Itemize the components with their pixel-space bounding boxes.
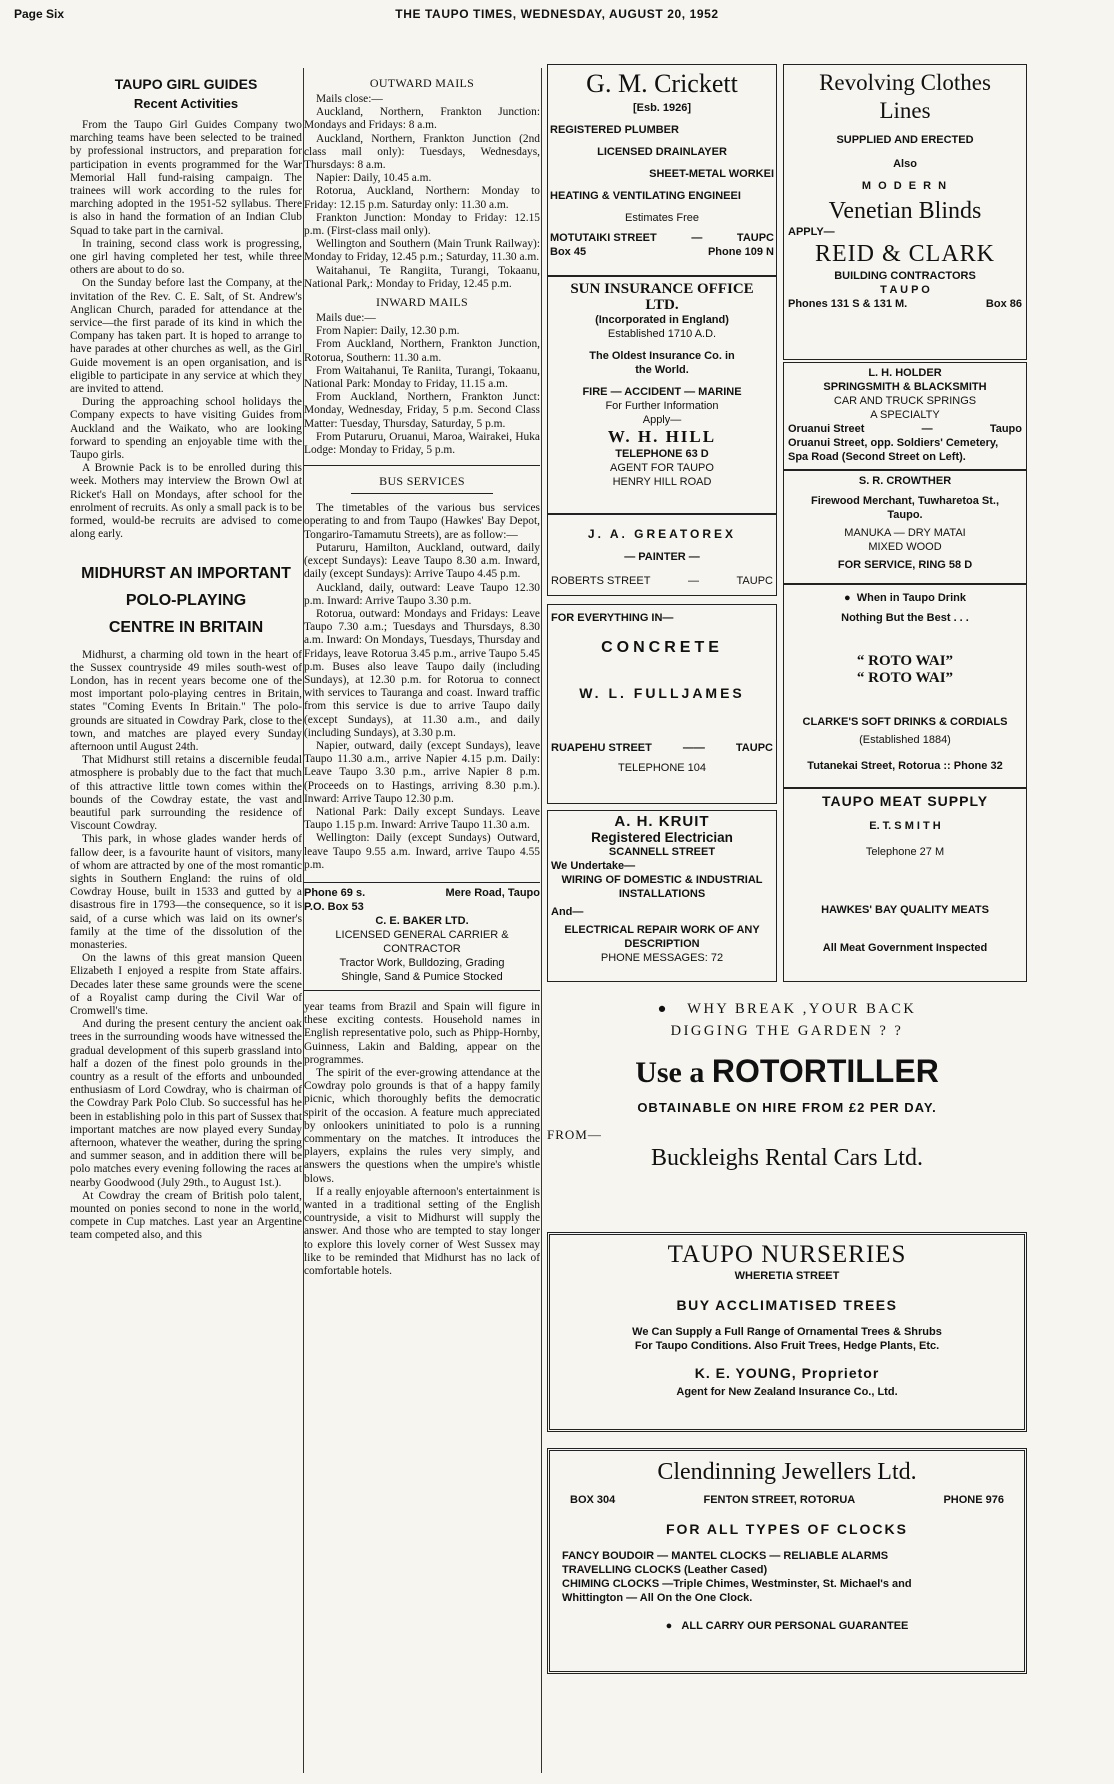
kruit-line: INSTALLATIONS	[618, 888, 706, 900]
greatorex-street: ROBERTS STREET	[551, 575, 651, 587]
baker-name: C. E. BAKER LTD.	[375, 914, 469, 927]
clarke-name: CLARKE'S SOFT DRINKS & CORDIALS	[802, 716, 1008, 728]
bus-services-heading: BUS SERVICES	[379, 474, 465, 489]
nurseries-line: We Can Supply a Full Range of Ornamental Trees & Shrubs	[632, 1326, 942, 1338]
crickett-dash: —	[691, 232, 703, 244]
mail-paragraph: From Napier: Daily, 12.30 p.m.	[316, 325, 460, 338]
greatorex-address	[551, 574, 773, 588]
clendinning-line: TRAVELLING CLOCKS (Leather Cased)	[562, 1564, 768, 1576]
sun-line: HENRY HILL ROAD	[612, 476, 712, 488]
crickett-street: MOTUTAIKI STREET	[550, 232, 657, 244]
mail-paragraph: Wellington and Southern (Main Trunk Railway): Monday to Friday, 12.45 p.m.; Saturday, 11.30 a.m.	[304, 238, 540, 264]
fulljames-street: RUAPEHU STREET	[551, 742, 652, 754]
crowther-ad	[783, 470, 1027, 584]
clendinning-phone: PHONE 976	[943, 1494, 1004, 1506]
crowther-line: MIXED WOOD	[868, 541, 942, 553]
baker-phone: Phone 69 s.	[304, 886, 366, 899]
nurseries-agent: Agent for New Zealand Insurance Co., Ltd.	[676, 1386, 898, 1398]
meat-line: HAWKES' BAY QUALITY MEATS	[821, 904, 989, 916]
crickett-phone: Phone 109 N	[707, 246, 774, 258]
kruit-line: DESCRIPTION	[624, 938, 700, 950]
greatorex-ad	[547, 514, 777, 596]
article-paragraph: From the Taupo Girl Guides Company two marching teams have been selected to be trained by professional instructors, and preparation for participation in events programmed for the War Memorial Hall fund-raising campaign. The trainees will work according to the rules for marching adopted in the 1951-52 syllabus. There is also in hand the formation of an Indian Club Squad to take part in the carnival.	[70, 119, 302, 237]
fulljames-address	[551, 741, 773, 755]
baker-line: LICENSED GENERAL CARRIER &	[335, 928, 509, 941]
kruit-ad	[547, 810, 777, 982]
kruit-name: A. H. KRUIT	[614, 813, 710, 830]
article-paragraph: The spirit of the ever-growing attendance at the Cowdray polo grounds is that of a happy family picnic, which thoroughly befits the democratic spirit of the occasion. A feature much appreciated by onlookers uninitiated to polo is a running commentary on the matches. It introduces the players, explains the rules very simply, and answers the questions when the umpire's whistle blows.	[304, 1066, 540, 1185]
fulljames-ad	[547, 604, 777, 804]
mail-paragraph: Mails close:—	[316, 93, 383, 105]
revolving-line: BUILDING CONTRACTORS	[834, 270, 976, 282]
holder-town: Taupo	[989, 423, 1022, 435]
roto-wai-text: When in Taupo Drink	[856, 592, 966, 604]
holder-line: A SPECIALTY	[870, 409, 940, 421]
divider	[351, 493, 493, 494]
crowther-line: MANUKA — DRY MATAI	[844, 527, 966, 539]
article-paragraph: At Cowdray the cream of British polo talent, mounted on ponies second to none in the world, compete in Cup matches. Last year an Argentine team competed also, and this	[70, 1189, 302, 1242]
roto-wai-ad	[783, 584, 1027, 788]
rotortiller-ad	[547, 998, 1027, 1220]
outward-mails-heading: OUTWARD MAILS	[369, 76, 475, 90]
sun-established: Established 1710 A.D.	[607, 328, 717, 340]
headline-line: MIDHURST AN IMPORTANT	[81, 564, 291, 582]
bus-paragraph: Putaruru, Hamilton, Auckland, outward, daily (except Sundays): Leave Taupo 8.30 a.m. Inward, daily (except Sundays): Arrive Taupo 4.45 p.m.	[304, 541, 540, 581]
nurseries-line: For Taupo Conditions. Also Fruit Trees, Hedge Plants, Etc.	[634, 1340, 940, 1352]
clendinning-guarantee: ALL CARRY OUR PERSONAL GUARANTEE	[681, 1620, 909, 1632]
sun-title: LTD.	[645, 297, 679, 313]
holder-line: CAR AND TRUCK SPRINGS	[833, 395, 977, 407]
crickett-line: Estimates Free	[625, 212, 699, 224]
clendinning-line: Whittington — All On the One Clock.	[562, 1592, 753, 1604]
revolving-line: Also	[893, 158, 917, 170]
baker-line: CONTRACTOR	[383, 942, 461, 955]
meat-line: All Meat Government Inspected	[822, 942, 988, 954]
kruit-line: We Undertake—	[551, 860, 636, 872]
kruit-line: WIRING OF DOMESTIC & INDUSTRIAL	[561, 874, 763, 886]
article-paragraph: year teams from Brazil and Spain will figure in these exciting contests. Household names in English representative polo, such as Phipp-Hornby, Guinness, Lakin and Balding, appear on the programmes.	[304, 1000, 540, 1066]
revolving-title: Revolving Clothes	[819, 70, 991, 95]
nurseries-ad	[547, 1232, 1027, 1432]
article-paragraph: On the Sunday before last the Company, at the invitation of the Rev. C. E. Salt, of St. Andrew's Anglican Church, paraded for attendance at the service—the first parade of its kind in which the Company has taken part. It is hoped to arrange to have parades at other churches as well, as the Girl Guide movement is an open organisation, and is eligible to participate in any service at which they are invited to attend.	[70, 277, 302, 396]
rotortiller-hire: OBTAINABLE ON HIRE FROM £2 PER DAY.	[637, 1100, 937, 1115]
meat-title: TAUPO MEAT SUPPLY	[821, 793, 989, 809]
crickett-est: [Esb. 1926]	[632, 102, 692, 114]
bus-paragraph: Auckland, daily, outward: Leave Taupo 12.30 p.m. Inward: Arrive Taupo 3.30 p.m.	[304, 581, 540, 607]
crickett-contact	[550, 245, 774, 259]
sun-line: The Oldest Insurance Co. in	[589, 350, 735, 362]
holder-name: L. H. HOLDER	[868, 367, 942, 379]
guides-subheading: Recent Activities	[133, 96, 239, 111]
kruit-line: And—	[551, 906, 584, 918]
roto-wai-brand: “ ROTO WAI”	[856, 653, 954, 669]
baker-line: Shingle, Sand & Pumice Stocked	[341, 970, 503, 983]
rotortiller-headline	[547, 1052, 1027, 1092]
clendinning-ad	[547, 1448, 1027, 1674]
meat-telephone: Telephone 27 M	[865, 846, 945, 858]
bus-paragraph: Rotorua, outward: Mondays and Fridays: Leave Taupo 7.30 a.m.; Tuesdays and Thursdays, 8.30 a.m. Inward: On Mondays, Tuesdays, Thursday and Fridays, leave Rotorua 3.45 p.m., arrive Taupo 5.45 p.m. Buses also leave Taupo daily (including Sundays), at 12.30 p.m. for Rotorua to connect with services to Tauranga and coast. Inward traffic from this service is due to arrive Taupo daily (except Sundays), at 11.30 a.m., and daily (including Sundays), at 3.30 p.m.	[304, 607, 540, 739]
article-paragraph: This park, in whose glades wander herds of fallow deer, is a favourite haunt of visitors, many of whom are attracted by one of the most romantic sights in Southern England: the ruins of old Cowdray House, built in 1533 and gutted by a disastrous fire in 1793—the consequence, so it is said, of a curse which was laid on its owner's family at the time of the dissolution of the monasteries.	[70, 833, 302, 951]
roto-wai-line	[788, 591, 1022, 605]
holder-line: SPRINGSMITH & BLACKSMITH	[823, 381, 987, 393]
clendinning-for: FOR ALL TYPES OF CLOCKS	[665, 1521, 908, 1537]
article-paragraph: And during the present century the ancient oak trees in the surrounding woods have witnessed the gradual development of this superb grassland into half a dozen of the finest polo grounds in the country as a result of the efforts and unbounded enthusiasm of Lord Cowdray, who is chairman of the Cowdray Park Polo Club. So successful has he been in establishing polo in this part of Sussex that important matches are now played every Sunday afternoon, whatever the weather, during the spring and summer season, and in addition there will be polo matches every evening following the races at nearby Goodwood (July 29th., to August 1st.).	[70, 1018, 302, 1189]
meat-supply-ad	[783, 788, 1027, 982]
bullet-icon: ●	[844, 592, 857, 604]
clendinning-box: BOX 304	[570, 1494, 616, 1506]
mail-paragraph: From Auckland, Northern, Frankton Junction, Rotorua, Southern: 11.30 a.m.	[304, 338, 540, 364]
clendinning-street: FENTON STREET, ROTORUA	[703, 1494, 856, 1506]
mail-paragraph: Rotorua, Auckland, Northern: Monday to Friday: 12.15 p.m. Saturday only: 11.30 a.m.	[304, 185, 540, 211]
buckleighs-name: Buckleighs Rental Cars Ltd.	[651, 1145, 923, 1171]
baker-pobox: P.O. Box 53	[304, 900, 364, 913]
kruit-phone: PHONE MESSAGES: 72	[600, 952, 724, 964]
holder-line: Oruanui Street, opp. Soldiers' Cemetery,	[788, 437, 999, 449]
crowther-line: Firewood Merchant, Tuwharetoa St.,	[810, 495, 1000, 507]
revolving-title: Lines	[879, 98, 931, 123]
crickett-line: SHEET-METAL WORKEI	[649, 168, 774, 180]
fulljames-concrete: CONCRETE	[601, 639, 723, 656]
kruit-street: SCANNELL STREET	[608, 846, 716, 858]
bus-paragraph: The timetables of the various bus services operating to and from Taupo (Hawkes' Bay Depot, Tongariro-Tamamutu Streets), are as follow:—	[304, 502, 540, 541]
rotortiller-brand: ROTORTILLER	[711, 1053, 939, 1089]
holder-street: Oruanui Street	[788, 423, 865, 435]
divider	[304, 465, 540, 466]
sun-lines: FIRE — ACCIDENT — MARINE	[582, 386, 742, 398]
greatorex-town: TAUPC	[736, 575, 773, 587]
crickett-line: LICENSED DRAINLAYER	[597, 146, 727, 158]
rotortiller-line: DIGGING THE GARDEN ? ?	[670, 1023, 904, 1039]
article-paragraph: During the approaching school holidays the Company expects to have visiting Guides from Auckland and the Waikato, who are looking forward to spending an enjoyable time with the Taupo girls.	[70, 396, 302, 462]
clendinning-guarantee-row	[562, 1619, 1012, 1633]
page-header	[0, 0, 1114, 28]
mail-paragraph: From Putaruru, Oruanui, Maroa, Wairakei, Huka Lodge: Monday to Friday, 5 p.m.	[304, 430, 540, 457]
bullet-icon: ●	[657, 1001, 688, 1017]
meat-name: E. T. S M I T H	[869, 820, 941, 832]
reid-clark-name: REID & CLARK	[815, 241, 995, 267]
reid-clark-box: Box 86	[985, 298, 1022, 310]
rotortiller-from: FROM—	[547, 1127, 602, 1142]
mail-paragraph: Mails due:—	[316, 312, 376, 325]
article-paragraph: A Brownie Pack is to be enrolled during this week. Mothers may interview the Brown Owl at Ricket's Hall on Mondays, after school for the enrolment of recruits. As only a small pack is to be formed, would-be recruits are advised to come along early.	[70, 462, 302, 541]
mail-paragraph: From Waitahanui, Te Raniita, Turangi, Tokaanu, National Park: Monday to Friday, 11.15 a.m.	[304, 364, 540, 391]
greatorex-trade: — PAINTER —	[624, 551, 700, 563]
midhurst-headline	[70, 560, 302, 641]
revolving-line: T A U P O	[880, 284, 930, 296]
kruit-line: ELECTRICAL REPAIR WORK OF ANY	[564, 924, 760, 936]
mail-paragraph: Frankton Junction: Monday to Friday: 12.15 p.m. (First-class mail only).	[304, 211, 540, 238]
crowther-line: Taupo.	[887, 509, 923, 521]
rotortiller-use: Use a	[635, 1056, 712, 1089]
fulljames-dash: ——	[682, 742, 705, 754]
revolving-line: APPLY—	[788, 226, 835, 238]
mail-paragraph: Napier: Daily, 10.45 a.m.	[316, 172, 432, 185]
nurseries-name: TAUPO NURSERIES	[667, 1241, 907, 1268]
clendinning-name: Clendinning Jewellers Ltd.	[657, 1459, 917, 1485]
kruit-title: Registered Electrician	[591, 830, 733, 845]
sun-line: For Further Information	[605, 400, 719, 412]
crowther-line: FOR SERVICE, RING 58 D	[837, 559, 973, 571]
greatorex-dash: —	[687, 575, 699, 587]
clendinning-line: CHIMING CLOCKS —Triple Chimes, Westminster, St. Michael's and	[562, 1578, 912, 1590]
bus-paragraph: Wellington: Daily (except Sundays) Outward, leave Taupo 9.55 a.m. Inward, arrive Taupo 4.55 p.m.	[304, 832, 540, 871]
fulljames-for: FOR EVERYTHING IN—	[551, 612, 674, 624]
baker-road: Mere Road, Taupo	[445, 886, 540, 899]
rotortiller-why: WHY BREAK ,YOUR BACK	[687, 1001, 917, 1017]
crickett-ad	[547, 64, 777, 276]
sun-insurance-ad	[547, 276, 777, 514]
column-2	[304, 72, 540, 1772]
bus-paragraph: Napier, outward, daily (except Sundays), leave Taupo 11.30 a.m., arrive Napier 4.15 p.m. Daily: Leave Taupo 3.30 p.m., arrive Napier 8 p.m. (Proceeds on to Hastings, arriving 8.30 p.m.). Inward: Arrive Taupo 12.30 p.m.	[304, 739, 540, 805]
bullet-icon: ●	[665, 1620, 682, 1632]
sun-agent-name: W. H. HILL	[607, 427, 717, 446]
reid-clark-phones: Phones 131 S & 131 M.	[788, 298, 908, 310]
greatorex-name: J. A. GREATOREX	[587, 527, 737, 541]
crickett-box: Box 45	[550, 246, 587, 258]
bus-paragraph: National Park: Daily except Sundays. Leave Taupo 1.15 p.m. Inward: Arrive Taupo 11.30 a.m.	[304, 805, 540, 832]
crickett-name: G. M. Crickett	[586, 69, 738, 98]
baker-line: Tractor Work, Bulldozing, Grading	[339, 956, 505, 969]
masthead: THE TAUPO TIMES, WEDNESDAY, AUGUST 20, 1952	[395, 7, 719, 21]
page-number: Page Six	[14, 7, 65, 21]
crickett-line: HEATING & VENTILATING ENGINEEI	[550, 190, 741, 202]
crickett-line: REGISTERED PLUMBER	[550, 124, 679, 136]
reid-clark-contact	[788, 297, 1022, 311]
column-1	[70, 72, 302, 1772]
mail-paragraph: Auckland, Northern, Frankton Junction (2nd class mail only): Tuesdays, Wednesdays, Thursdays: 8 a.m.	[304, 132, 540, 172]
mail-paragraph: Waitahanui, Te Rangiita, Turangi, Tokaanu, National Park,: Monday to Friday, 12.45 p.m.	[304, 264, 540, 290]
revolving-line: M O D E R N	[861, 180, 949, 192]
roto-wai-line: Nothing But the Best . . .	[841, 612, 969, 624]
clarke-established: (Established 1884)	[859, 734, 951, 746]
sun-title: SUN INSURANCE OFFICE	[570, 281, 754, 297]
fulljames-name: W. L. FULLJAMES	[579, 685, 745, 701]
revolving-line: SUPPLIED AND ERECTED	[836, 134, 974, 146]
sun-incorporated: (Incorporated in England)	[595, 314, 729, 326]
sun-telephone: TELEPHONE 63 D	[615, 448, 709, 460]
guides-heading: TAUPO GIRL GUIDES	[114, 76, 258, 92]
holder-dash: —	[921, 423, 933, 435]
baker-ad	[304, 882, 540, 991]
headline-line: CENTRE IN BRITAIN	[108, 618, 264, 636]
clendinning-line: FANCY BOUDOIR — MANTEL CLOCKS — RELIABLE ALARMS	[562, 1550, 889, 1562]
crickett-town: TAUPC	[736, 232, 774, 244]
nurseries-proprietor: K. E. YOUNG, Proprietor	[694, 1365, 880, 1381]
venetian-blinds: Venetian Blinds	[828, 198, 982, 224]
mail-paragraph: From Auckland, Northern, Frankton Junct: Monday, Wednesday, Friday, 5 p.m. Second Class Matter: Tuesday, Thursday, Saturday, 5 p.m.	[304, 391, 540, 430]
fulljames-telephone: TELEPHONE 104	[617, 762, 707, 774]
holder-address	[788, 422, 1022, 436]
clendinning-contact	[562, 1493, 1012, 1507]
holder-ad	[783, 362, 1027, 470]
article-paragraph: On the lawns of this great mansion Queen Elizabeth I enjoyed a respite from State affairs. Decades later these same grounds were the scene of a Royalist camp during the Civil War of Cromwell's time.	[70, 952, 302, 1017]
mail-paragraph: Auckland, Northern, Frankton Junction: Mondays and Fridays: 8 a.m.	[304, 106, 540, 132]
fulljames-town: TAUPC	[735, 742, 773, 754]
baker-contact-row	[304, 886, 540, 900]
article-paragraph: If a really enjoyable afternoon's entertainment is wanted in a traditional setting of the English countryside, a visit to Midhurst will supply the answer. And those who are tempted to stay longer to explore this lovely corner of West Sussex may like to be reminded that Midhurst has no lack of comfortable hotels.	[304, 1185, 540, 1278]
roto-wai-brand: “ ROTO WAI”	[856, 670, 954, 686]
column-divider	[541, 68, 542, 1773]
holder-line: Spa Road (Second Street on Left).	[788, 451, 966, 463]
article-paragraph: In training, second class work is progressing, one girl having completed her test, while three others are about to do so.	[70, 237, 302, 277]
article-paragraph: That Midhurst still retains a discernible feudal atmosphere is probably due to the fact that much of this attractive little town comes within the bounds of the Cowdray estate, the vast and beautiful park surrounding the residence of Viscount Cowdray.	[70, 754, 302, 833]
crickett-address	[550, 231, 774, 245]
article-paragraph: Midhurst, a charming old town in the heart of the Sussex countryside 49 miles south-west of London, has in recent years become one of the most important polo-playing centres in Britain, states "Coming Events In Britain." The polo-grounds are situated in Cowdray Park, close to the town, and matches are played every Sunday afternoon until August 24th.	[70, 648, 302, 753]
clarke-address: Tutanekai Street, Rotorua :: Phone 32	[807, 760, 1003, 772]
rotortiller-line	[547, 998, 1027, 1020]
nurseries-street: WHERETIA STREET	[734, 1270, 840, 1282]
reid-clark-ad	[783, 64, 1027, 360]
sun-line: AGENT FOR TAUPO	[610, 462, 714, 474]
sun-line: the World.	[635, 364, 689, 376]
crowther-name: S. R. CROWTHER	[858, 475, 952, 487]
sun-line: Apply—	[642, 414, 682, 426]
inward-mails-heading: INWARD MAILS	[376, 295, 468, 310]
headline-line: POLO-PLAYING	[125, 591, 247, 609]
nurseries-buy: BUY ACCLIMATISED TREES	[676, 1297, 898, 1313]
